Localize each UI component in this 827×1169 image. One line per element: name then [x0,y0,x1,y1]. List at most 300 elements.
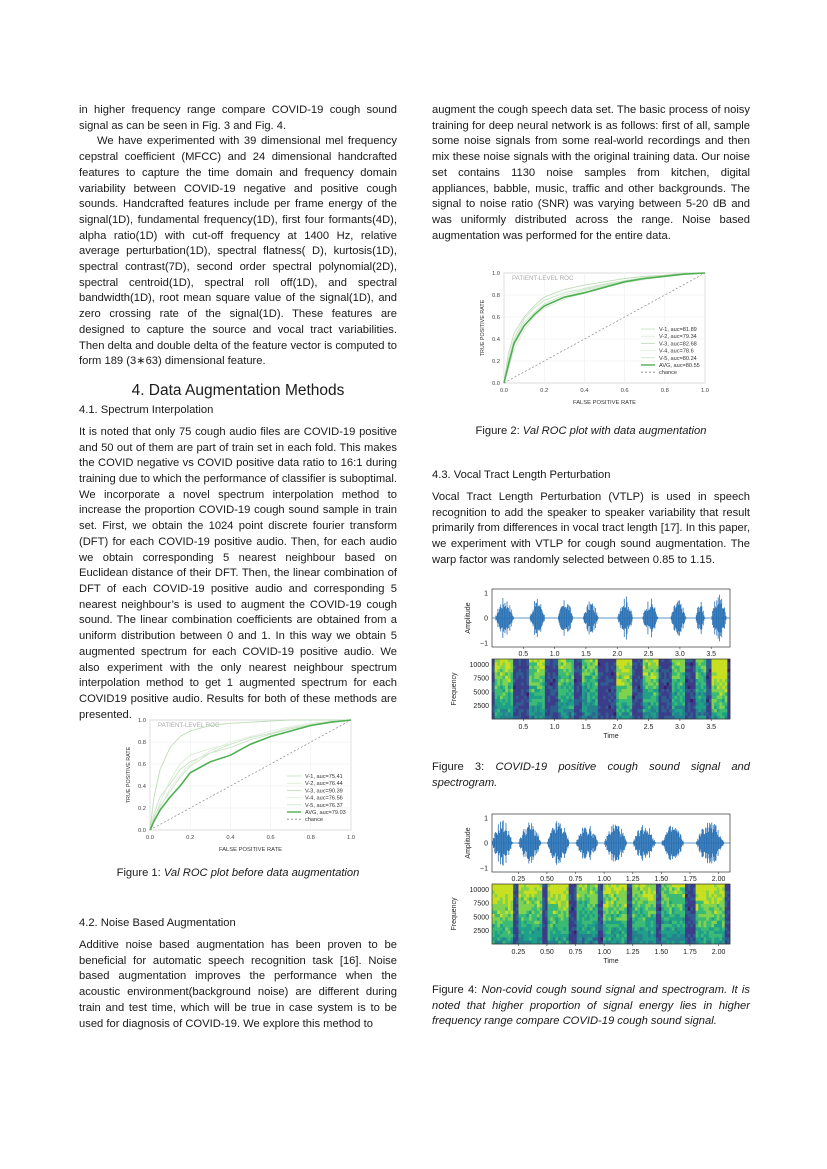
spectrogram-cell [561,927,564,931]
spectrogram-cell [677,689,680,693]
spectrogram-cell [685,692,688,696]
spectrogram-cell [590,662,593,666]
spectrogram-cell [693,891,696,895]
spectrogram-cell [521,911,524,915]
spectrogram-cell [688,659,691,663]
spectrogram-cell [717,666,720,670]
spectrogram-cell [653,897,656,901]
spectrogram-cell [550,659,553,663]
spectrogram-cell [701,702,704,706]
spectrogram-cell [717,917,720,921]
spectrogram-cell [659,897,662,901]
spectrogram-cell [685,696,688,700]
spectrogram-cell [558,662,561,666]
spectrogram-cell [693,659,696,663]
spectrogram-cell [719,676,722,680]
spectrogram-cell [677,686,680,690]
spectrogram-cell [534,911,537,915]
spectrogram-cell [587,931,590,935]
spectrogram-cell [714,914,717,918]
spectrogram-cell [569,702,572,706]
spectrogram-cell [690,672,693,676]
spectrogram-cell [587,897,590,901]
spectrogram-cell [555,894,558,898]
spectrogram-cell [505,907,508,911]
spectrogram-cell [698,927,701,931]
spectrogram-cell [521,891,524,895]
spectrogram-cell [587,712,590,716]
spectrogram-cell [566,706,569,710]
spectrogram-cell [643,937,646,941]
spectrogram-cell [505,709,508,713]
spectrogram-cell [677,679,680,683]
spectrogram-cell [659,904,662,908]
spectrogram-cell [680,679,683,683]
spectrogram-cell [598,679,601,683]
spectrogram-cell [680,937,683,941]
spectrogram-cell [706,894,709,898]
spectrogram-cell [542,712,545,716]
spectrogram-cell [566,712,569,716]
spectrogram-cell [674,911,677,915]
spectrogram-cell [495,669,498,673]
spectrogram-cell [500,679,503,683]
spectrogram-cell [579,682,582,686]
spectrogram-cell [571,676,574,680]
spectrogram-cell [592,709,595,713]
spectrogram-cell [656,676,659,680]
spectrogram-cell [714,917,717,921]
spectrogram-cell [511,921,514,925]
spectrogram-cell [722,884,725,888]
spectrogram-cell [553,897,556,901]
spectrogram-cell [664,887,667,891]
spectrogram-cell [511,706,514,710]
spectrogram-cell [640,884,643,888]
spectrogram-cell [616,706,619,710]
spectrogram-cell [595,937,598,941]
spectrogram-cell [706,669,709,673]
spectrogram-cell [548,702,551,706]
spectrogram-cell [524,702,527,706]
spectrogram-cell [497,894,500,898]
spectrogram-cell [711,927,714,931]
figure-4-caption: Figure 4: Non-covid cough sound signal and spectrogram. It is noted that higher proportion of signal energy lies in higher frequency range compare COVID-19 cough sound signal. [432,984,750,1028]
spectrogram-cell [656,689,659,693]
spectrogram-cell [569,669,572,673]
spectrogram-cell [505,669,508,673]
legend-entry: AVG, auc=80.55 [659,363,700,369]
spectrogram-cell [616,937,619,941]
spectrogram-cell [585,934,588,938]
spectrogram-cell [704,891,707,895]
spectrogram-cell [561,937,564,941]
spectrogram-cell [627,662,630,666]
spectrogram-cell [590,682,593,686]
spectrogram-cell [659,911,662,915]
spectrogram-cell [495,911,498,915]
spectrogram-cell [566,666,569,670]
spectrogram-cell [667,709,670,713]
spectrogram-cell [579,712,582,716]
spectrogram-cell [526,662,529,666]
spectrogram-cell [511,682,514,686]
spectrogram-cell [680,934,683,938]
spectrogram-cell [648,937,651,941]
spectrogram-cell [616,911,619,915]
spectrogram-cell [698,659,701,663]
spectrogram-cell [667,911,670,915]
spectrogram-cell [550,682,553,686]
spectrogram-cell [592,679,595,683]
spectrogram-cell [664,672,667,676]
spectrogram-cell [719,689,722,693]
spectrogram-cell [545,914,548,918]
spectrogram-cell [571,669,574,673]
spectrogram-cell [500,884,503,888]
spectrogram-cell [674,662,677,666]
spectrogram-cell [643,679,646,683]
spectrogram-cell [590,897,593,901]
spectrogram-cell [648,686,651,690]
spectrogram-cell [624,891,627,895]
spectrogram-cell [513,689,516,693]
spectrogram-cell [577,891,580,895]
spectrogram-cell [548,712,551,716]
spectrogram-cell [603,696,606,700]
spectrogram-cell [566,659,569,663]
spectrogram-cell [563,666,566,670]
spectrogram-cell [603,894,606,898]
spectrogram-cell [635,891,638,895]
spectrogram-cell [500,887,503,891]
spectrogram-cell [595,904,598,908]
spectrogram-cell [704,917,707,921]
spectrogram-cell [603,917,606,921]
spectrogram-cell [661,709,664,713]
spectrogram-cell [529,679,532,683]
spectrogram-cell [704,907,707,911]
spectrogram-cell [561,914,564,918]
spectrogram-cell [574,891,577,895]
spectrogram-cell [680,907,683,911]
spectrogram-cell [690,686,693,690]
spectrogram-cell [622,911,625,915]
spectrogram-cell [659,666,662,670]
spectrogram-cell [495,921,498,925]
spectrogram-cell [571,904,574,908]
spectrogram-cell [579,666,582,670]
spectrogram-cell [587,679,590,683]
spectrogram-cell [558,702,561,706]
spectrogram-cell [534,914,537,918]
spectrogram-cell [656,907,659,911]
spectrogram-cell [677,937,680,941]
spectrogram-cell [577,894,580,898]
spectrogram-cell [719,887,722,891]
spectrogram-cell [690,884,693,888]
spectrogram-cell [600,706,603,710]
spectrogram-cell [508,669,511,673]
spectrogram-cell [696,682,699,686]
spectrogram-cell [563,894,566,898]
spectrogram-cell [717,662,720,666]
frequency-label: Frequency [451,672,458,706]
spectrogram-cell [558,706,561,710]
spectrogram-cell [532,894,535,898]
spectrogram-cell [545,887,548,891]
spectrogram-cell [608,686,611,690]
spectrogram-cell [558,696,561,700]
spectrogram-cell [709,894,712,898]
spectrogram-cell [722,659,725,663]
spectrogram-cell [595,682,598,686]
spectrogram-cell [677,901,680,905]
spectrogram-cell [540,917,543,921]
spectrogram-cell [630,662,633,666]
spectrogram-cell [696,924,699,928]
spectrogram-cell [656,672,659,676]
spectrogram-cell [627,934,630,938]
spectrogram-cell [577,934,580,938]
spectrogram-cell [682,887,685,891]
waveform-time-tick: 0.50 [540,876,554,883]
spectrogram-cell [637,934,640,938]
spectrogram-cell [571,662,574,666]
waveform-time-tick: 2.5 [643,651,654,658]
spectrogram-cell [632,914,635,918]
spectrogram-cell [677,666,680,670]
spectrogram-cell [616,666,619,670]
spectrogram-cell [548,927,551,931]
spectrogram-cell [637,887,640,891]
spectrogram-cell [542,699,545,703]
spectrogram-cell [622,914,625,918]
spectrogram-cell [704,887,707,891]
spectrogram-cell [698,702,701,706]
spectrogram-cell [534,682,537,686]
spectrogram-cell [585,692,588,696]
spectrogram-cell [627,706,630,710]
spectrogram-cell [685,904,688,908]
spectrogram-cell [518,904,521,908]
spectrogram-cell [590,686,593,690]
spectrogram-cell [526,702,529,706]
spectrogram-cell [569,937,572,941]
spectrogram-cell [513,894,516,898]
spectrogram-cell [688,911,691,915]
spectrogram-cell [497,931,500,935]
spectrogram-cell [719,934,722,938]
spectrogram-cell [492,696,495,700]
spectrogram-cell [492,901,495,905]
spectrogram-cell [616,894,619,898]
spectrogram-cell [598,672,601,676]
spectrogram-cell [651,911,654,915]
spectrogram-cell [548,699,551,703]
spectrogram-cell [511,891,514,895]
spectrogram-cell [614,679,617,683]
spectrogram-cell [693,696,696,700]
spectrogram-cell [553,712,556,716]
spectrogram-cell [505,924,508,928]
spectrogram-cell [574,699,577,703]
spectrogram-cell [518,672,521,676]
spectrogram-cell [627,921,630,925]
spectrogram-cell [643,706,646,710]
spectrogram-cell [500,904,503,908]
spectrogram-cell [600,937,603,941]
spectrogram-cell [722,927,725,931]
spectrogram-cell [619,669,622,673]
spectrogram-cell [667,931,670,935]
spectrogram-cell [585,696,588,700]
spectrogram-cell [529,904,532,908]
spectrogram-cell [688,934,691,938]
spectrogram-cell [637,679,640,683]
spectrogram-cell [619,709,622,713]
spectrogram-cell [524,659,527,663]
spectrogram-cell [632,891,635,895]
spectrogram-cell [571,679,574,683]
spectrogram-time-tick: 3.0 [675,724,685,731]
spectrogram-cell [698,692,701,696]
spectrogram-cell [722,907,725,911]
spectrogram-cell [680,702,683,706]
spectrogram-cell [600,672,603,676]
spectrogram-cell [606,712,609,716]
spectrogram-cell [558,911,561,915]
spectrogram-cell [579,696,582,700]
spectrogram-cell [505,712,508,716]
spectrogram-cell [603,709,606,713]
paragraph: It is noted that only 75 cough audio files are COVID-19 positive and 50 out of them are part of train set in each fold. This makes the COVID negative vs COVID positive data ratio to 16:1 during training due to which the performance of classifier is suboptimal. We incorporate a novel spectrum interpolation method to increase the proportion COVID-19 cough sound sample in train set. First, we obtain the 1024 point discrete fourier transform (DFT) for each COVID-19 positive audio. Then, for each audio we obtain corresponding 5 nearest neighbour based on Euclidean distance of their DFT. Then, the linear combination of DFT of each COVID-19 positive audio and corresponding 5 nearest neighbour’s is used to augment the COVID-19 cough sound. The linear combination coefficients are obtained from a uniform distribution between 0 and 1. In this way we obtain 5 augmented spectrum for each COVID-19 positive audio. We also experiment with the only nearest neighbour spectrum interpolation method to get 1 augmented spectrum for each COVID19 positive audio. Results for both of these methods are presented. [79,425,397,721]
spectrogram-cell [582,884,585,888]
spectrogram-cell [659,706,662,710]
spectrogram-cell [492,904,495,908]
spectrogram-cell [648,884,651,888]
spectrogram-cell [518,709,521,713]
spectrogram-cell [706,924,709,928]
spectrogram-cell [587,689,590,693]
spectrogram-cell [500,891,503,895]
spectrogram-cell [503,706,506,710]
spectrogram-cell [674,914,677,918]
spectrogram-cell [645,911,648,915]
spectrogram-cell [579,914,582,918]
spectrogram-cell [526,904,529,908]
spectrogram-cell [516,699,519,703]
spectrogram-cell [622,709,625,713]
spectrogram-cell [495,696,498,700]
spectrogram-cell [566,917,569,921]
spectrogram-cell [698,921,701,925]
spectrogram-cell [592,937,595,941]
spectrogram-cell [603,934,606,938]
spectrogram-cell [619,682,622,686]
spectrogram-cell [513,934,516,938]
spectrogram-cell [651,924,654,928]
spectrogram-cell [508,699,511,703]
spectrogram-cell [511,709,514,713]
spectrogram-cell [608,659,611,663]
spectrogram-cell [561,696,564,700]
spectrogram-cell [505,696,508,700]
spectrogram-cell [508,891,511,895]
spectrogram-cell [645,679,648,683]
spectrogram-cell [685,934,688,938]
spectrogram-cell [600,917,603,921]
spectrogram-cell [566,669,569,673]
spectrogram-cell [717,921,720,925]
spectrogram-cell [640,709,643,713]
spectrogram-cell [659,709,662,713]
spectrogram-cell [688,702,691,706]
spectrogram-cell [690,911,693,915]
spectrogram-cell [595,702,598,706]
spectrogram-cell [672,699,675,703]
spectrogram-cell [719,712,722,716]
spectrogram-cell [611,897,614,901]
spectrogram-cell [690,702,693,706]
spectrogram-cell [526,706,529,710]
spectrogram-cell [542,669,545,673]
spectrogram-cell [688,927,691,931]
spectrogram-cell [585,672,588,676]
spectrogram-cell [677,682,680,686]
spectrogram-cell [534,666,537,670]
spectrogram-cell [722,672,725,676]
spectrogram-cell [725,696,728,700]
spectrogram-cell [619,931,622,935]
spectrogram-cell [495,689,498,693]
spectrogram-cell [585,659,588,663]
spectrogram-cell [685,917,688,921]
spectrogram-cell [563,676,566,680]
spectrogram-cell [669,931,672,935]
spectrogram-cell [704,884,707,888]
spectrogram-cell [571,931,574,935]
spectrogram-cell [690,696,693,700]
spectrogram-cell [542,689,545,693]
spectrogram-cell [553,891,556,895]
spectrogram-cell [648,706,651,710]
spectrogram-cell [640,904,643,908]
spectrogram-cell [534,686,537,690]
spectrogram-cell [497,712,500,716]
spectrogram-cell [711,887,714,891]
spectrogram-cell [701,709,704,713]
spectrogram-cell [500,917,503,921]
spectrogram-cell [682,931,685,935]
spectrogram-cell [682,706,685,710]
spectrogram-cell [566,937,569,941]
spectrogram-cell [661,887,664,891]
spectrogram-cell [521,676,524,680]
spectrogram-cell [492,682,495,686]
spectrogram-cell [526,911,529,915]
spectrogram-cell [722,914,725,918]
spectrogram-cell [706,689,709,693]
spectrogram-cell [590,666,593,670]
spectrogram-cell [624,686,627,690]
spectrogram-cell [669,907,672,911]
spectrogram-cell [600,901,603,905]
spectrogram-cell [592,911,595,915]
spectrogram-cell [688,669,691,673]
spectrogram-cell [518,686,521,690]
spectrogram-cell [534,907,537,911]
